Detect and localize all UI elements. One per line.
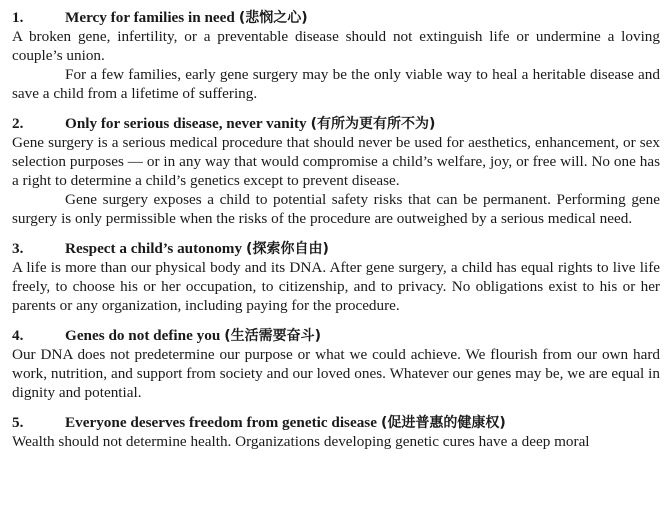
principle-1-paragraph-2: For a few families, early gene surgery may be the only viable way to heal a heritable disease and save a child from a lifetime of suffering. (12, 66, 660, 102)
principle-1-title: Mercy for families in need (65, 9, 235, 26)
principle-3-paragraph-1: A life is more than our physical body and its DNA. After gene surgery, a child has equal rights to live life freely, to choose his or her occupation, to citizenship, and to privacy. No obligations exist to his or her parents or any organization, including paying for the procedure. (12, 259, 660, 314)
principle-2-title: Only for serious disease, never vanity (65, 115, 307, 132)
principle-2 (12, 114, 660, 228)
principle-4-paragraph-1: Our DNA does not predetermine our purpose or what we could achieve. We flourish from our own hard work, nutrition, and support from society and our loved ones. Whatever our genes may be, we are equal in dignity and potential. (12, 346, 660, 401)
principle-5-number: 5. (12, 414, 24, 431)
principle-4-heading (12, 326, 660, 345)
principle-4-title: Genes do not define you (65, 327, 221, 344)
principle-5 (12, 413, 660, 451)
principle-3-heading (12, 239, 660, 258)
principle-5-chinese-title: (促进普惠的健康权) (380, 415, 506, 431)
principle-1-chinese-title: (悲悯之心) (238, 10, 308, 26)
principle-2-paragraph-2: Gene surgery exposes a child to potential safety risks that can be permanent. Performing gene surgery is only permissible when the risks of the procedure are outweighed by a serious medical need. (12, 191, 660, 227)
principle-1-paragraph-1: A broken gene, infertility, or a preventable disease should not extinguish life or undermine a loving couple’s union. (12, 28, 660, 64)
principle-2-chinese-title: (有所为更有所不为) (310, 116, 436, 132)
principle-2-heading (12, 114, 660, 133)
principle-4-chinese-title: (生活需要奋斗) (224, 328, 322, 344)
principle-3 (12, 239, 660, 315)
principle-2-paragraph-1: Gene surgery is a serious medical procedure that should never be used for aesthetics, enhancement, or sex selection purposes — or in any way that would compromise a child’s welfare, joy, or free will. No one has a right to determine a child’s genetics except to prevent disease. (12, 134, 660, 189)
principle-4-number: 4. (12, 327, 24, 344)
principle-3-number: 3. (12, 240, 24, 257)
principle-1-number: 1. (12, 9, 24, 26)
principle-5-heading (12, 413, 660, 432)
principle-1-heading (12, 8, 660, 27)
principle-4 (12, 326, 660, 402)
principle-5-title: Everyone deserves freedom from genetic disease (65, 414, 377, 431)
principle-3-title: Respect a child’s autonomy (65, 240, 243, 257)
principle-3-chinese-title: (探索你自由) (246, 241, 329, 257)
principle-1 (12, 8, 660, 103)
principle-2-number: 2. (12, 115, 24, 132)
principle-5-paragraph-1: Wealth should not determine health. Organizations developing genetic cures have a deep moral (12, 433, 590, 450)
